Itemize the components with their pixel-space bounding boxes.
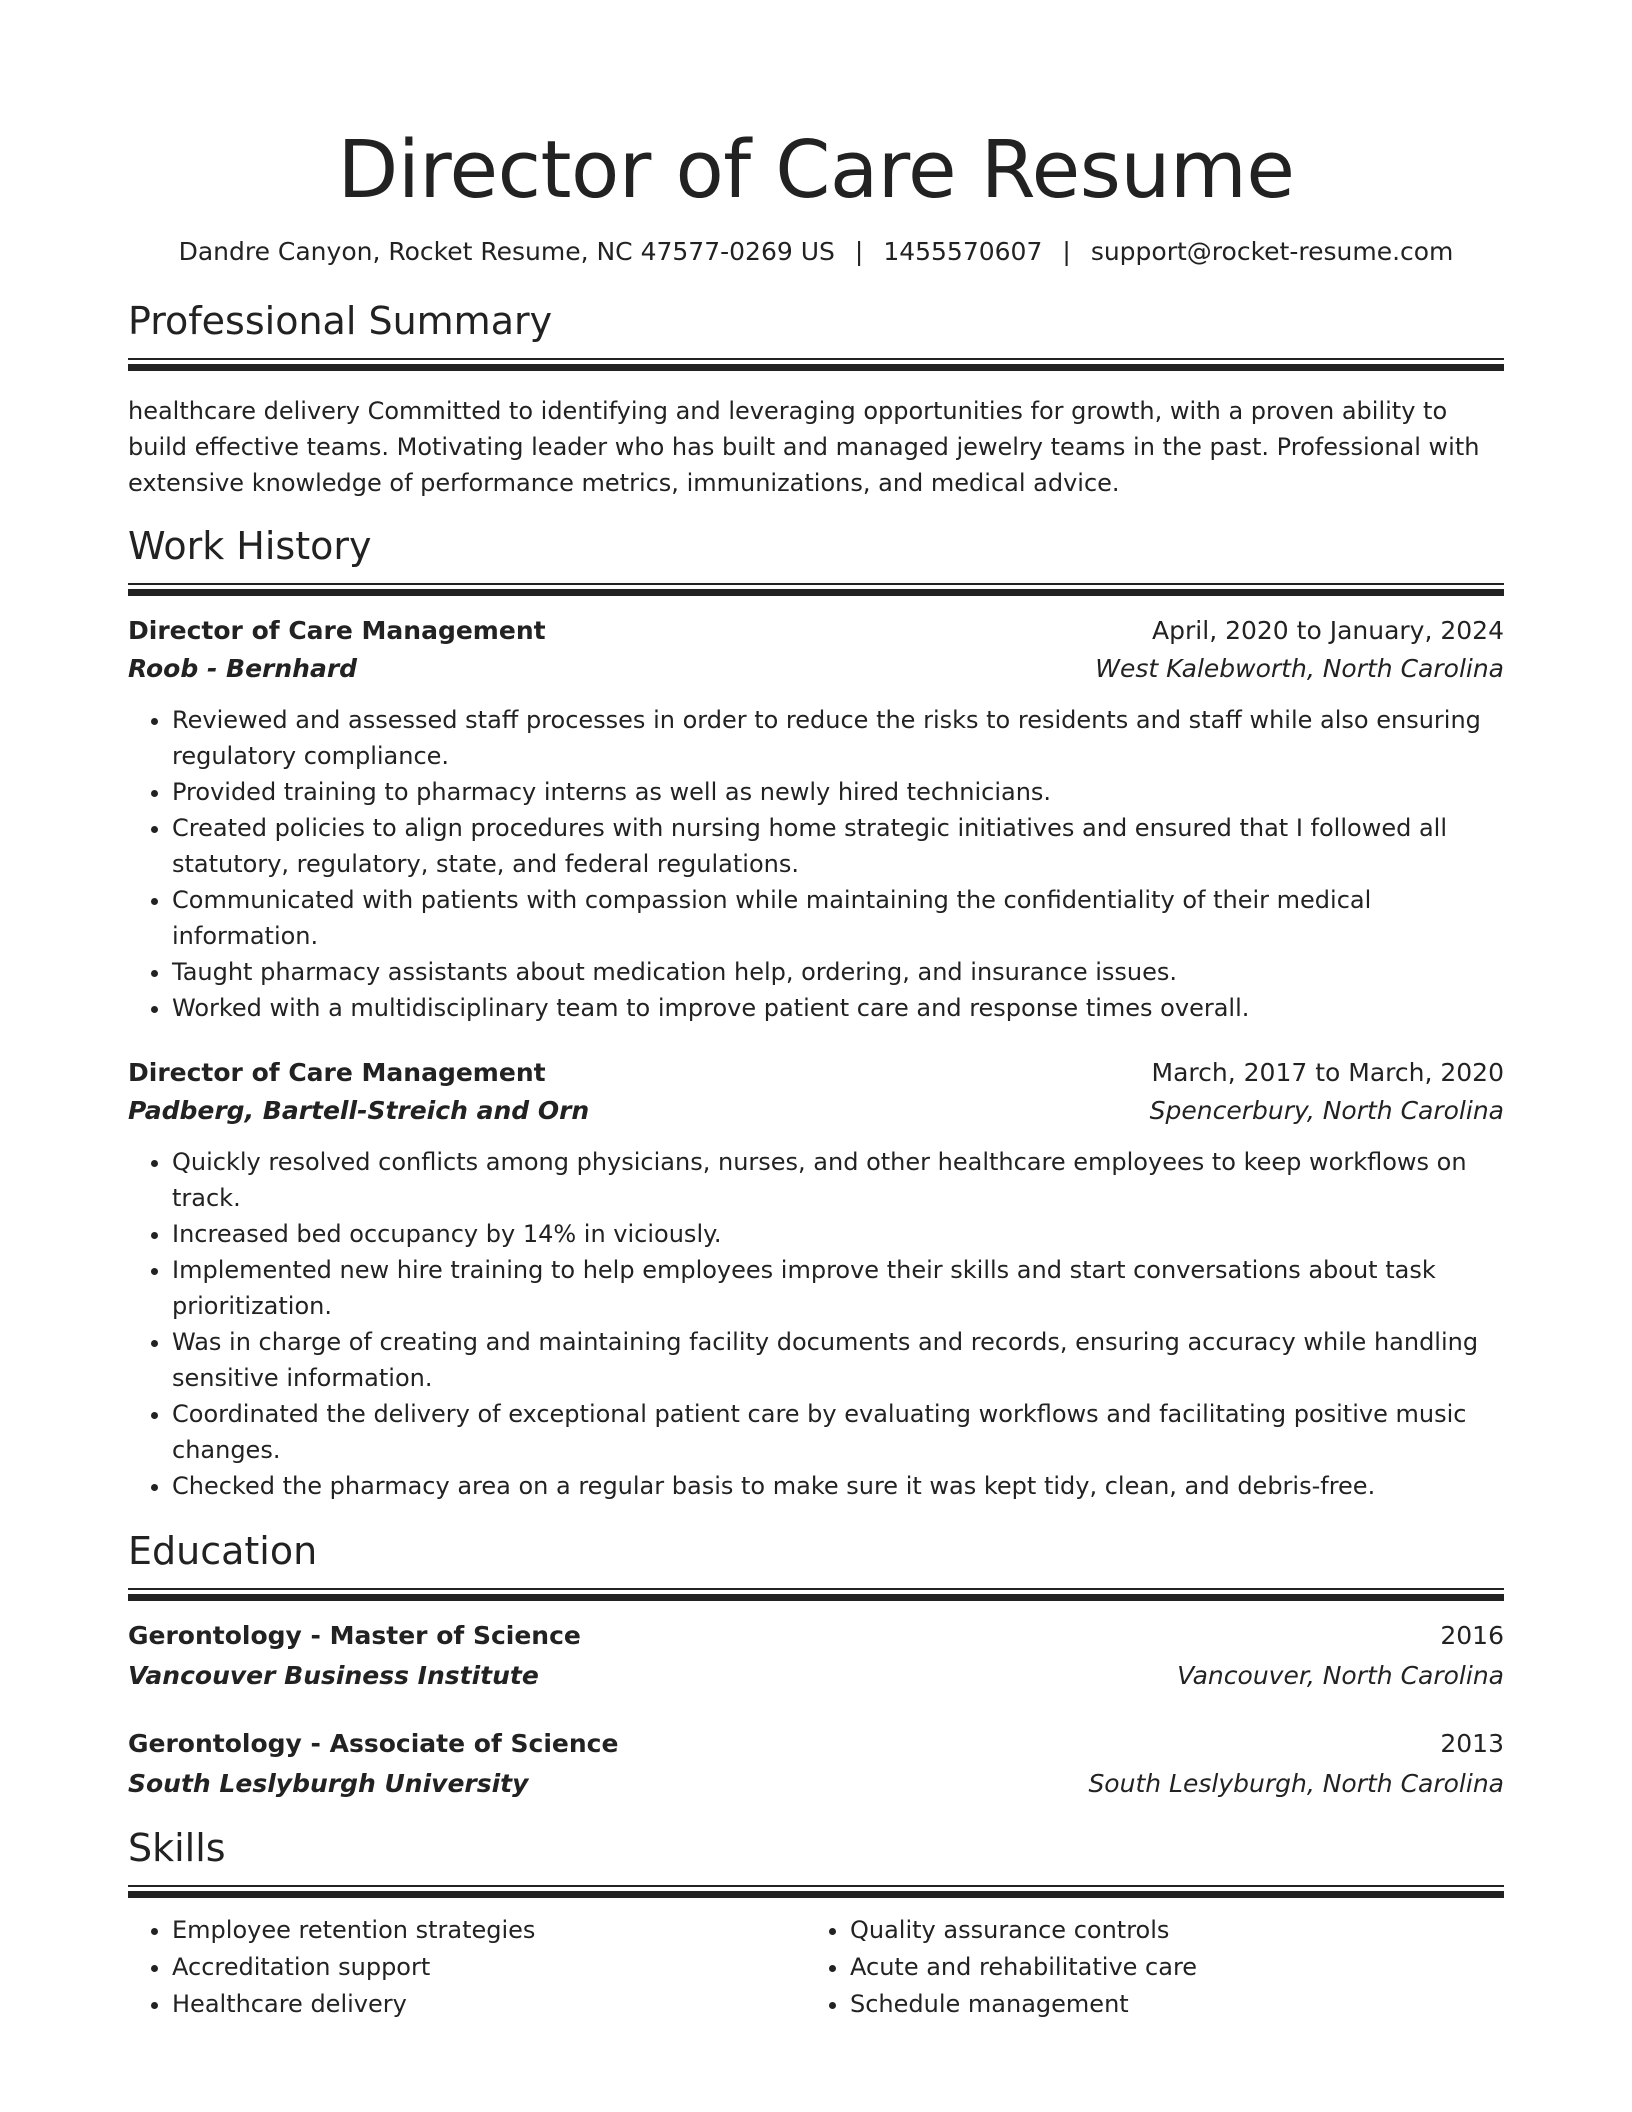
job-bullet: • Worked with a multidisciplinary team to improve patient care and response times overall. xyxy=(172,990,1504,1026)
document-title: Director of Care Resume xyxy=(337,124,1295,216)
contact-line xyxy=(128,236,1504,268)
work-history-section xyxy=(128,523,1504,1504)
job-company: Roob - Bernhard xyxy=(128,654,358,683)
job-company-row xyxy=(128,1092,1504,1130)
job-bullet: • Taught pharmacy assistants about medication help, ordering, and insurance issues. xyxy=(172,954,1504,990)
job-bullet-list xyxy=(128,1144,1504,1504)
education-year: 2016 xyxy=(1440,1621,1504,1650)
section-divider xyxy=(128,1885,1504,1898)
job-bullet: • Quickly resolved conflicts among physicians, nurses, and other healthcare employees to keep workflows on track. xyxy=(172,1144,1504,1216)
skill-item: • Employee retention strategies xyxy=(172,1912,806,1949)
education-school-row xyxy=(128,1765,1504,1803)
job-entry xyxy=(128,1054,1504,1504)
section-divider xyxy=(128,358,1504,371)
education-year: 2013 xyxy=(1440,1729,1504,1758)
skills-section xyxy=(128,1825,1504,2023)
contact-address: Dandre Canyon, Rocket Resume, NC 47577-0269 US xyxy=(178,237,835,266)
job-header-row xyxy=(128,1054,1504,1092)
section-divider xyxy=(128,583,1504,596)
summary-section xyxy=(128,298,1504,501)
education-section xyxy=(128,1528,1504,1803)
skills-list xyxy=(806,1912,1484,2023)
job-bullet: • Coordinated the delivery of exceptional patient care by evaluating workflows and facilitating positive music changes. xyxy=(172,1396,1504,1468)
skill-item: • Accreditation support xyxy=(172,1949,806,1986)
job-bullet: • Was in charge of creating and maintaining facility documents and records, ensuring accuracy while handling sensitive information. xyxy=(172,1324,1504,1396)
contact-email: support@rocket-resume.com xyxy=(1090,237,1454,266)
job-dates: April, 2020 to January, 2024 xyxy=(1152,616,1504,645)
education-header-row xyxy=(128,1617,1504,1655)
job-bullet-list xyxy=(128,702,1504,1026)
section-divider xyxy=(128,1588,1504,1601)
contact-phone: 1455570607 xyxy=(883,237,1043,266)
skill-item: • Healthcare delivery xyxy=(172,1986,806,2023)
education-header-row xyxy=(128,1725,1504,1763)
job-title: Director of Care Management xyxy=(128,1058,546,1087)
job-company: Padberg, Bartell-Streich and Orn xyxy=(128,1096,590,1125)
job-header-row xyxy=(128,612,1504,650)
job-company-row xyxy=(128,650,1504,688)
skills-column-left xyxy=(128,1912,806,2023)
education-location: South Leslyburgh, North Carolina xyxy=(1088,1769,1504,1798)
education-entry xyxy=(128,1725,1504,1803)
section-heading-summary: Professional Summary xyxy=(128,299,553,343)
job-bullet: • Communicated with patients with compassion while maintaining the confidentiality of their medical information. xyxy=(172,882,1504,954)
summary-text: healthcare delivery Committed to identifying and leveraging opportunities for growth, with a proven ability to build effective teams. Motivating leader who has built and managed jewelry teams in the past. Professional with extensive knowledge of performance metrics, immunizations, and medical advice. xyxy=(128,397,1480,497)
job-bullet: • Checked the pharmacy area on a regular basis to make sure it was kept tidy, clean, and debris-free. xyxy=(172,1468,1504,1504)
education-degree: Gerontology - Master of Science xyxy=(128,1621,581,1650)
job-title: Director of Care Management xyxy=(128,616,546,645)
education-school-row xyxy=(128,1657,1504,1695)
section-heading-work-history: Work History xyxy=(128,524,372,568)
contact-separator: | xyxy=(1062,237,1071,266)
section-heading-skills: Skills xyxy=(128,1826,226,1870)
job-location: West Kalebworth, North Carolina xyxy=(1095,654,1504,683)
skills-grid xyxy=(128,1912,1504,2023)
education-school: South Leslyburgh University xyxy=(128,1769,529,1798)
skill-item: • Schedule management xyxy=(850,1986,1484,2023)
job-bullet: • Reviewed and assessed staff processes in order to reduce the risks to residents and staff while also ensuring regulatory compliance. xyxy=(172,702,1504,774)
job-bullet: • Increased bed occupancy by 14% in viciously. xyxy=(172,1216,1504,1252)
job-entry xyxy=(128,612,1504,1026)
education-location: Vancouver, North Carolina xyxy=(1177,1661,1504,1690)
skills-column-right xyxy=(806,1912,1484,2023)
skill-item: • Quality assurance controls xyxy=(850,1912,1484,1949)
job-location: Spencerbury, North Carolina xyxy=(1149,1096,1504,1125)
job-bullet: • Implemented new hire training to help employees improve their skills and start conversations about task prioritization. xyxy=(172,1252,1504,1324)
job-bullet: • Created policies to align procedures with nursing home strategic initiatives and ensured that I followed all statutory, regulatory, state, and federal regulations. xyxy=(172,810,1504,882)
job-dates: March, 2017 to March, 2020 xyxy=(1151,1058,1504,1087)
education-entry xyxy=(128,1617,1504,1695)
education-school: Vancouver Business Institute xyxy=(128,1661,539,1690)
skill-item: • Acute and rehabilitative care xyxy=(850,1949,1484,1986)
skills-list xyxy=(128,1912,806,2023)
education-degree: Gerontology - Associate of Science xyxy=(128,1729,619,1758)
section-heading-education: Education xyxy=(128,1529,318,1573)
contact-separator: | xyxy=(854,237,864,266)
job-bullet: • Provided training to pharmacy interns as well as newly hired technicians. xyxy=(172,774,1504,810)
